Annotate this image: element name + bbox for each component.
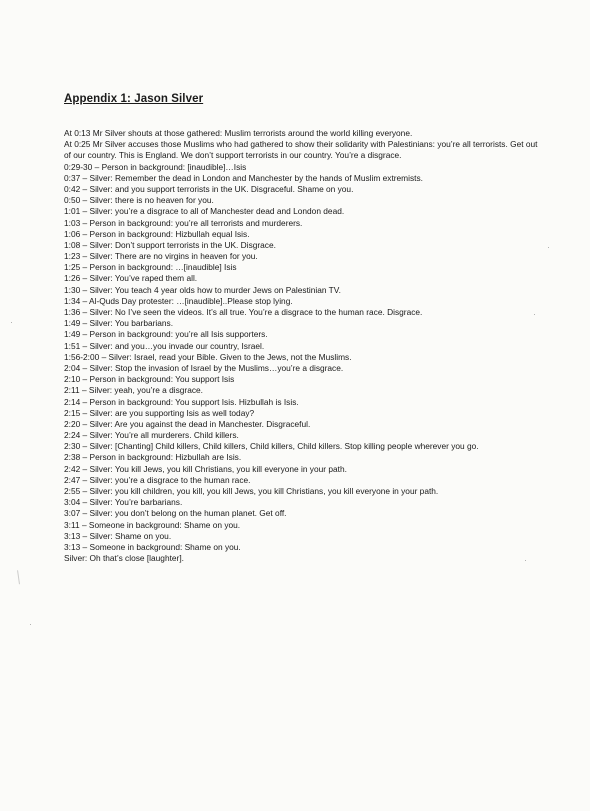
transcript-line: 2:42 – Silver: You kill Jews, you kill Christians, you kill everyone in your path. <box>64 463 347 474</box>
transcript-line: 3:11 – Someone in background: Shame on you. <box>64 519 241 530</box>
transcript-line: 1:56-2:00 – Silver: Israel, read your Bible. Given to the Jews, not the Muslims. <box>64 351 352 362</box>
scan-speck <box>30 624 31 625</box>
transcript-line: 3:13 – Someone in background: Shame on you. <box>64 541 241 552</box>
transcript-line: 2:20 – Silver: Are you against the dead in Manchester. Disgraceful. <box>64 418 311 429</box>
scan-speck <box>11 322 12 323</box>
transcript-line: 2:30 – Silver: [Chanting] Child killers, Child killers, Child killers, Child killers. Stop killing people wherever you go. <box>64 441 479 452</box>
transcript-line: 1:30 – Silver: You teach 4 year olds how to murder Jews on Palestinian TV. <box>64 284 341 295</box>
transcript-line: Silver: Oh that’s close [laughter]. <box>64 553 184 564</box>
transcript-line: 1:49 – Silver: You barbarians. <box>64 318 174 329</box>
scan-speck <box>525 560 526 561</box>
transcript-line: 0:37 – Silver: Remember the dead in London and Manchester by the hands of Muslim extremists. <box>64 172 423 183</box>
transcript-line: 1:51 – Silver: and you…you invade our country, Israel. <box>64 340 265 351</box>
transcript-line: 1:49 – Person in background: you’re all Isis supporters. <box>64 329 268 340</box>
transcript-line: 2:38 – Person in background: Hizbullah are Isis. <box>64 452 242 463</box>
transcript-line: 2:10 – Person in background: You support Isis <box>64 374 235 385</box>
transcript-line: 2:11 – Silver: yeah, you’re a disgrace. <box>64 385 203 396</box>
transcript-line: 2:55 – Silver: you kill children, you kill, you kill Jews, you kill Christians, you kill everyone in your path. <box>64 486 439 496</box>
transcript-line: 1:25 – Person in background: …[inaudible] Isis <box>64 262 237 273</box>
transcript-line: 1:08 – Silver: Don’t support terrorists in the UK. Disgrace. <box>64 239 276 250</box>
transcript-line: 1:03 – Person in background: you’re all terrorists and murderers. <box>64 217 303 228</box>
transcript-line: 1:23 – Silver: There are no virgins in heaven for you. <box>64 251 258 262</box>
transcript-line: 1:01 – Silver: you’re a disgrace to all of Manchester dead and London dead. <box>64 206 345 217</box>
transcript-line: 1:06 – Person in background: Hizbullah equal Isis. <box>64 228 250 239</box>
transcript-line: At 0:13 Mr Silver shouts at those gathered: Muslim terrorists around the world killing everyone. <box>64 128 413 138</box>
transcript-line: 1:36 – Silver: No I’ve seen the videos. It’s all true. You’re a disgrace to the human race. Disgrace. <box>64 307 423 317</box>
scan-margin-mark <box>17 570 24 585</box>
transcript-line: 0:42 – Silver: and you support terrorists in the UK. Disgraceful. Shame on you. <box>64 183 354 194</box>
transcript-line: 0:29-30 – Person in background: [inaudible]…Isis <box>64 161 247 172</box>
scan-speck <box>534 314 535 315</box>
transcript-line: At 0:25 Mr Silver accuses those Muslims who had gathered to show their solidarity with Palestinians: you’re all terrorists. Get out of our country. This is England. We don’t support terrorists in our country. You’re a disgrace. <box>64 139 538 161</box>
transcript-line: 3:04 – Silver: You’re barbarians. <box>64 497 183 508</box>
transcript-line: 3:13 – Silver: Shame on you. <box>64 530 172 541</box>
transcript-line: 0:50 – Silver: there is no heaven for you. <box>64 195 214 206</box>
transcript-line: 3:07 – Silver: you don’t belong on the human planet. Get off. <box>64 508 287 519</box>
transcript-line: 1:34 – Al-Quds Day protester: …[inaudible]..Please stop lying. <box>64 295 293 306</box>
transcript-line: 1:26 – Silver: You’ve raped them all. <box>64 273 198 284</box>
transcript-body <box>64 128 544 564</box>
transcript-line: 2:47 – Silver: you’re a disgrace to the human race. <box>64 474 251 485</box>
transcript-line: 2:24 – Silver: You’re all murderers. Child killers. <box>64 430 239 441</box>
transcript-line: 2:15 – Silver: are you supporting Isis as well today? <box>64 407 255 418</box>
scan-speck <box>548 247 549 248</box>
transcript-line: 2:14 – Person in background: You support Isis. Hizbullah is Isis. <box>64 396 299 407</box>
appendix-heading: Appendix 1: Jason Silver <box>64 93 204 105</box>
transcript-line: 2:04 – Silver: Stop the invasion of Israel by the Muslims…you’re a disgrace. <box>64 362 344 373</box>
